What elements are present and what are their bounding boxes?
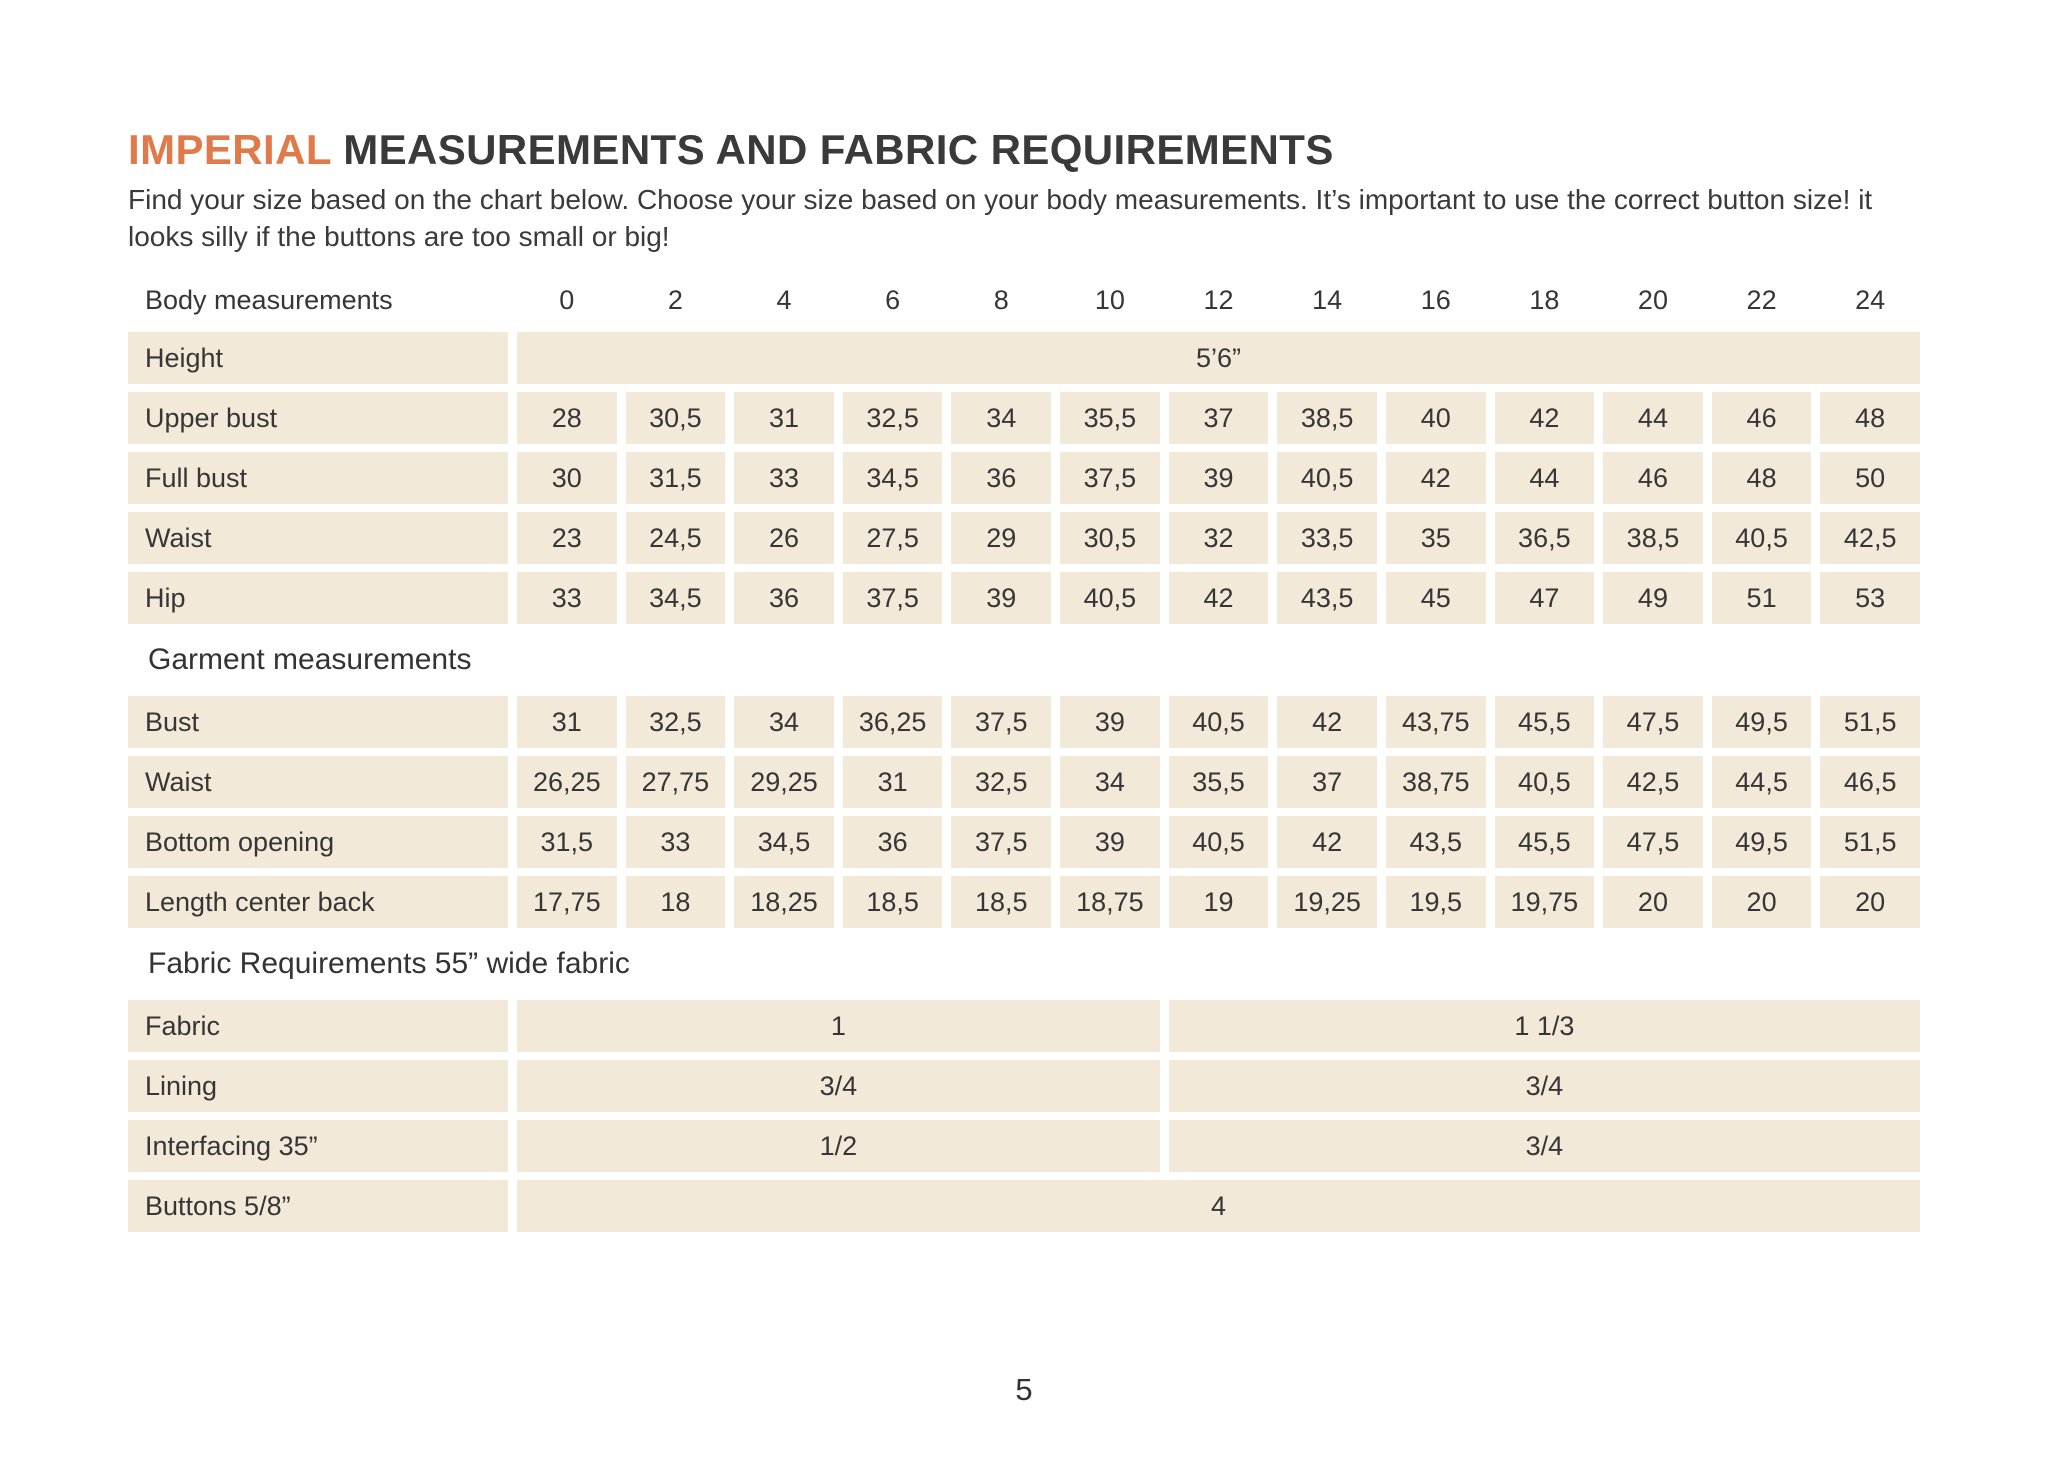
value-cell: 20 (1820, 876, 1920, 928)
value-cell: 19 (1169, 876, 1269, 928)
size-header-cell: 4 (776, 285, 792, 316)
fabric-right-span-cell: 3/4 (1169, 1060, 1920, 1112)
value-cell: 39 (1060, 816, 1160, 868)
value-cell: 40 (1386, 392, 1486, 444)
row-label: Hip (128, 572, 508, 624)
value-cell: 35,5 (1169, 756, 1269, 808)
value-cell: 31 (843, 756, 943, 808)
content-area (128, 126, 1920, 1232)
value-cell: 27,75 (626, 756, 726, 808)
value-cell: 19,75 (1495, 876, 1595, 928)
size-header-cell: 10 (1094, 285, 1125, 316)
value-cell: 51,5 (1820, 816, 1920, 868)
value-cell: 42,5 (1603, 756, 1703, 808)
value-cell: 18 (626, 876, 726, 928)
value-cell: 31,5 (517, 816, 617, 868)
value-cell: 40,5 (1169, 696, 1269, 748)
value-cell: 42 (1277, 816, 1377, 868)
value-cell: 32,5 (626, 696, 726, 748)
value-cell: 44 (1603, 392, 1703, 444)
height-value-cell: 5’6” (517, 332, 1920, 384)
value-cell: 29,25 (734, 756, 834, 808)
value-cell: 31 (734, 392, 834, 444)
fabric-left-span-cell: 1 (517, 1000, 1160, 1052)
row-label: Bottom opening (128, 816, 508, 868)
fabric-right-span-cell: 1 1/3 (1169, 1000, 1920, 1052)
value-cell: 47,5 (1603, 696, 1703, 748)
value-cell: 30 (517, 452, 617, 504)
value-cell: 49,5 (1712, 816, 1812, 868)
value-cell: 39 (1060, 696, 1160, 748)
value-cell: 37 (1169, 392, 1269, 444)
value-cell: 45,5 (1495, 696, 1595, 748)
value-cell: 51 (1712, 572, 1812, 624)
value-cell: 42 (1495, 392, 1595, 444)
value-cell: 17,75 (517, 876, 617, 928)
value-cell: 23 (517, 512, 617, 564)
title-rest: MEASUREMENTS AND FABRIC REQUIREMENTS (331, 126, 1334, 173)
value-cell: 46 (1712, 392, 1812, 444)
value-cell: 42 (1169, 572, 1269, 624)
value-cell: 47,5 (1603, 816, 1703, 868)
value-cell: 36 (734, 572, 834, 624)
value-cell: 36 (951, 452, 1051, 504)
value-cell: 40,5 (1495, 756, 1595, 808)
value-cell: 30,5 (626, 392, 726, 444)
value-cell: 33 (734, 452, 834, 504)
size-header-cell: 6 (885, 285, 901, 316)
value-cell: 38,5 (1603, 512, 1703, 564)
value-cell: 34,5 (626, 572, 726, 624)
value-cell: 33,5 (1277, 512, 1377, 564)
size-header-cell: 2 (667, 285, 683, 316)
value-cell: 43,5 (1386, 816, 1486, 868)
fabric-left-span-cell: 3/4 (517, 1060, 1160, 1112)
value-cell: 40,5 (1060, 572, 1160, 624)
size-header-cell: 14 (1312, 285, 1343, 316)
row-label: Lining (128, 1060, 508, 1112)
value-cell: 18,75 (1060, 876, 1160, 928)
page-title (128, 126, 1920, 173)
size-header-cell: 20 (1637, 285, 1668, 316)
value-cell: 50 (1820, 452, 1920, 504)
title-accent: IMPERIAL (128, 126, 332, 173)
value-cell: 42 (1386, 452, 1486, 504)
value-cell: 34 (1060, 756, 1160, 808)
value-cell: 38,75 (1386, 756, 1486, 808)
row-label-height: Height (128, 332, 508, 384)
value-cell: 33 (517, 572, 617, 624)
value-cell: 43,5 (1277, 572, 1377, 624)
value-cell: 32,5 (843, 392, 943, 444)
value-cell: 40,5 (1169, 816, 1269, 868)
value-cell: 34,5 (734, 816, 834, 868)
size-header-cell: 12 (1203, 285, 1234, 316)
value-cell: 30,5 (1060, 512, 1160, 564)
page-number: 5 (1015, 1372, 1033, 1407)
fabric-right-span-cell: 3/4 (1169, 1120, 1920, 1172)
value-cell: 33 (626, 816, 726, 868)
value-cell: 32,5 (951, 756, 1051, 808)
size-table-header-label: Body measurements (145, 285, 393, 316)
size-header-cell: 16 (1420, 285, 1451, 316)
measurements-table (128, 277, 1920, 1232)
value-cell: 32 (1169, 512, 1269, 564)
value-cell: 40,5 (1712, 512, 1812, 564)
value-cell: 51,5 (1820, 696, 1920, 748)
size-header-cell: 24 (1855, 285, 1886, 316)
value-cell: 48 (1820, 392, 1920, 444)
row-label: Full bust (128, 452, 508, 504)
value-cell: 48 (1712, 452, 1812, 504)
value-cell: 40,5 (1277, 452, 1377, 504)
size-header-cell: 0 (559, 285, 575, 316)
value-cell: 42 (1277, 696, 1377, 748)
value-cell: 45,5 (1495, 816, 1595, 868)
value-cell: 37,5 (951, 816, 1051, 868)
row-label: Bust (128, 696, 508, 748)
value-cell: 27,5 (843, 512, 943, 564)
value-cell: 36 (843, 816, 943, 868)
row-label: Interfacing 35” (128, 1120, 508, 1172)
row-label: Length center back (128, 876, 508, 928)
value-cell: 53 (1820, 572, 1920, 624)
row-label: Fabric (128, 1000, 508, 1052)
value-cell: 26,25 (517, 756, 617, 808)
value-cell: 36,5 (1495, 512, 1595, 564)
value-cell: 45 (1386, 572, 1486, 624)
value-cell: 28 (517, 392, 617, 444)
value-cell: 31,5 (626, 452, 726, 504)
garment-section-title: Garment measurements (148, 643, 472, 677)
value-cell: 38,5 (1277, 392, 1377, 444)
value-cell: 20 (1603, 876, 1703, 928)
value-cell: 31 (517, 696, 617, 748)
value-cell: 18,25 (734, 876, 834, 928)
value-cell: 37,5 (843, 572, 943, 624)
value-cell: 35 (1386, 512, 1486, 564)
value-cell: 19,5 (1386, 876, 1486, 928)
size-header-cell: 8 (993, 285, 1009, 316)
fabric-section-title: Fabric Requirements 55” wide fabric (148, 947, 630, 981)
value-cell: 19,25 (1277, 876, 1377, 928)
fabric-left-span-cell: 1/2 (517, 1120, 1160, 1172)
intro-text: Find your size based on the chart below. Choose your size based on your body measurements. It’s important to use the correct button size! it looks silly if the buttons are too small or big! (128, 184, 1873, 253)
value-cell: 34 (951, 392, 1051, 444)
value-cell: 49,5 (1712, 696, 1812, 748)
value-cell: 46 (1603, 452, 1703, 504)
value-cell: 24,5 (626, 512, 726, 564)
buttons-value-cell: 4 (517, 1180, 1920, 1232)
row-label-buttons: Buttons 5/8” (128, 1180, 508, 1232)
value-cell: 36,25 (843, 696, 943, 748)
value-cell: 46,5 (1820, 756, 1920, 808)
row-label: Waist (128, 512, 508, 564)
value-cell: 34,5 (843, 452, 943, 504)
size-header-cell: 22 (1746, 285, 1777, 316)
value-cell: 47 (1495, 572, 1595, 624)
value-cell: 39 (951, 572, 1051, 624)
value-cell: 37,5 (1060, 452, 1160, 504)
value-cell: 49 (1603, 572, 1703, 624)
value-cell: 37,5 (951, 696, 1051, 748)
value-cell: 37 (1277, 756, 1377, 808)
value-cell: 39 (1169, 452, 1269, 504)
size-header-cell: 18 (1529, 285, 1560, 316)
value-cell: 26 (734, 512, 834, 564)
value-cell: 18,5 (951, 876, 1051, 928)
row-label: Waist (128, 756, 508, 808)
value-cell: 34 (734, 696, 834, 748)
value-cell: 35,5 (1060, 392, 1160, 444)
row-label: Upper bust (128, 392, 508, 444)
value-cell: 29 (951, 512, 1051, 564)
value-cell: 44,5 (1712, 756, 1812, 808)
value-cell: 18,5 (843, 876, 943, 928)
value-cell: 20 (1712, 876, 1812, 928)
value-cell: 44 (1495, 452, 1595, 504)
value-cell: 43,75 (1386, 696, 1486, 748)
value-cell: 42,5 (1820, 512, 1920, 564)
